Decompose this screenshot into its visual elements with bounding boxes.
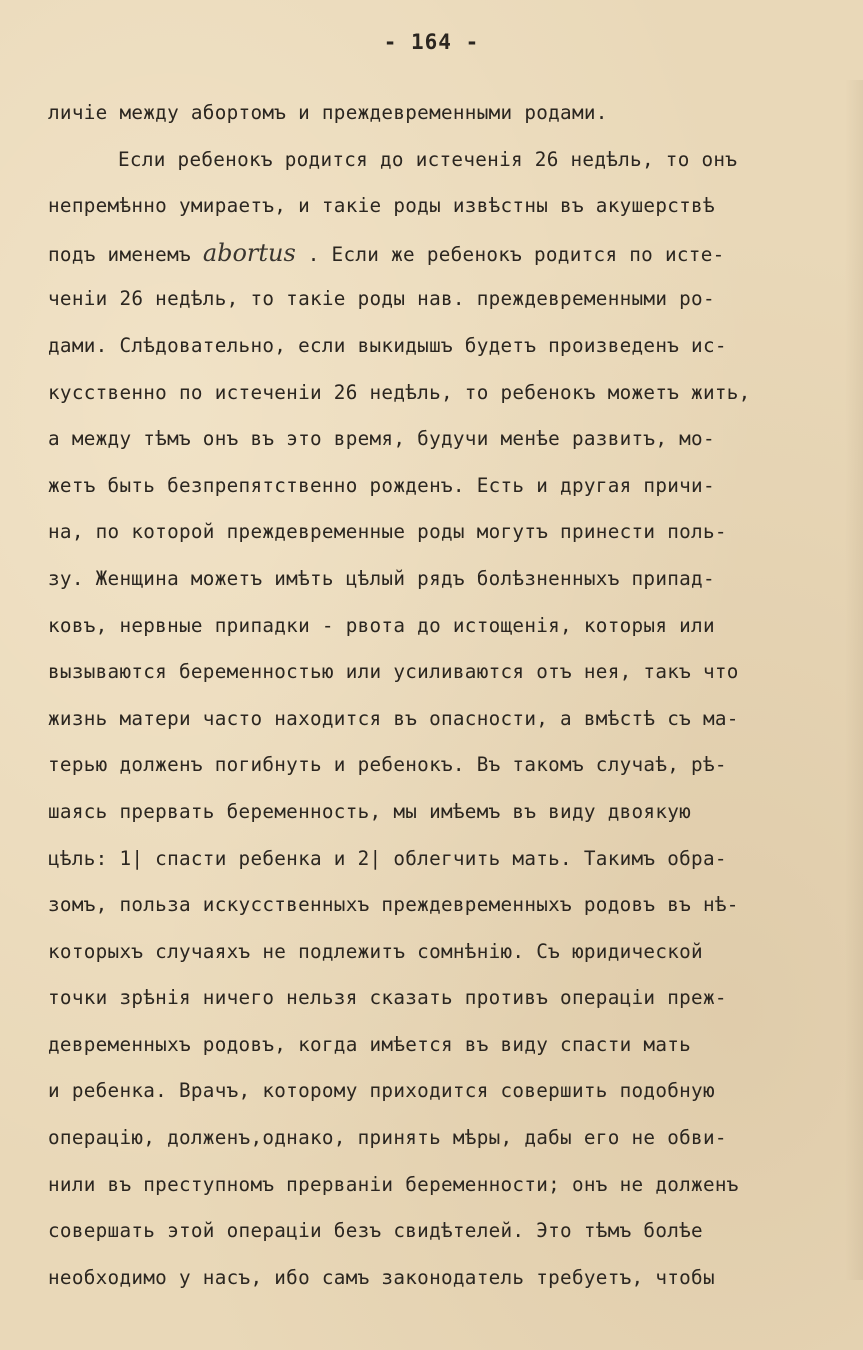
text-line [48,702,848,749]
line-text: . Если же ребенокъ родится по исте- [295,242,725,266]
text-line [48,96,848,143]
line-text: личiе между абортомъ и преждевременными родами. [48,101,608,124]
line-text: нили въ преступномъ прерванiи беременности; онъ не долженъ [48,1172,739,1196]
text-line [48,748,848,795]
text-line [48,888,848,935]
line-text: подъ именемъ [48,242,203,266]
line-text: Если ребенокъ родится до истеченiя 26 недѣль, то онъ [118,147,738,171]
line-text: шаясь прервать беременность, мы имѣемъ въ виду двоякую [48,799,692,823]
line-text: дами. Слѣдовательно, если выкидышъ будетъ произведенъ ис- [48,333,727,357]
line-text: терью долженъ погибнуть и ребенокъ. Въ такомъ случаѣ, рѣ- [48,753,727,777]
text-line [48,981,848,1028]
text-line [48,515,848,562]
text-line [48,655,848,702]
page-number: - 164 - [383,30,480,54]
text-line [48,469,848,516]
line-text: ковъ, нервные припадки - рвота до истощенiя, которыя или [48,613,715,637]
text-line [48,795,848,842]
text-line [48,189,848,236]
text-line [48,842,848,889]
handwritten-insertion: abortus [202,238,296,267]
line-text: кусственно по истеченiи 26 недѣль, то ребенокъ можетъ жить, [48,380,751,404]
text-line [48,236,848,283]
text-line [48,562,848,609]
line-text: жизнь матери часто находится въ опасности, а вмѣстѣ съ ма- [48,706,739,730]
line-text: а между тѣмъ онъ въ это время, будучи менѣе развитъ, мо- [48,427,715,451]
line-text: вызываются беременностью или усиливаются отъ нея, такъ что [48,660,739,684]
line-text: точки зрѣнiя ничего нельзя сказать противъ операцiи преж- [48,986,727,1010]
text-line [48,282,848,329]
text-line [48,1168,848,1215]
line-text: и ребенка. Врачъ, которому приходится совершить подобную [48,1079,715,1103]
line-text: операцiю, долженъ,однако, принять мѣры, дабы его не обви- [48,1126,727,1150]
line-text: которыхъ случаяхъ не подлежитъ сомнѣнiю. Съ юридической [48,939,703,963]
line-text: непремѣнно умираетъ, и такiе роды извѣстны въ акушерствѣ [48,194,715,218]
text-line [48,422,848,469]
text-line [48,329,848,376]
line-text: на, по которой преждевременные роды могутъ принести поль- [48,520,727,544]
line-text: необходимо у насъ, ибо самъ законодатель требуетъ, чтобы [48,1265,715,1289]
text-line [48,1028,848,1075]
line-text: совершать этой операцiи безъ свидѣтелей. Это тѣмъ болѣе [48,1219,703,1243]
body-text [48,96,848,1307]
text-line [48,935,848,982]
text-line [48,376,848,423]
text-line [48,1121,848,1168]
line-text: цѣль: 1| спасти ребенка и 2| облегчить мать. Такимъ обра- [48,846,727,870]
text-line [48,1261,848,1308]
line-text: ченiи 26 недѣль, то такiе роды нав. преждевременными ро- [48,287,715,311]
line-text: зу. Женщина можетъ имѣть цѣлый рядъ болѣзненныхъ припад- [48,566,715,590]
text-line [48,143,848,190]
line-text: девременныхъ родовъ, когда имѣется въ виду спасти мать [48,1032,692,1056]
text-line [48,1214,848,1261]
line-text: зомъ, польза искусственныхъ преждевременныхъ родовъ въ нѣ- [48,893,739,917]
line-text: жетъ быть безпрепятственно рожденъ. Есть и другая причи- [48,473,715,497]
text-line [48,1074,848,1121]
text-line [48,609,848,656]
